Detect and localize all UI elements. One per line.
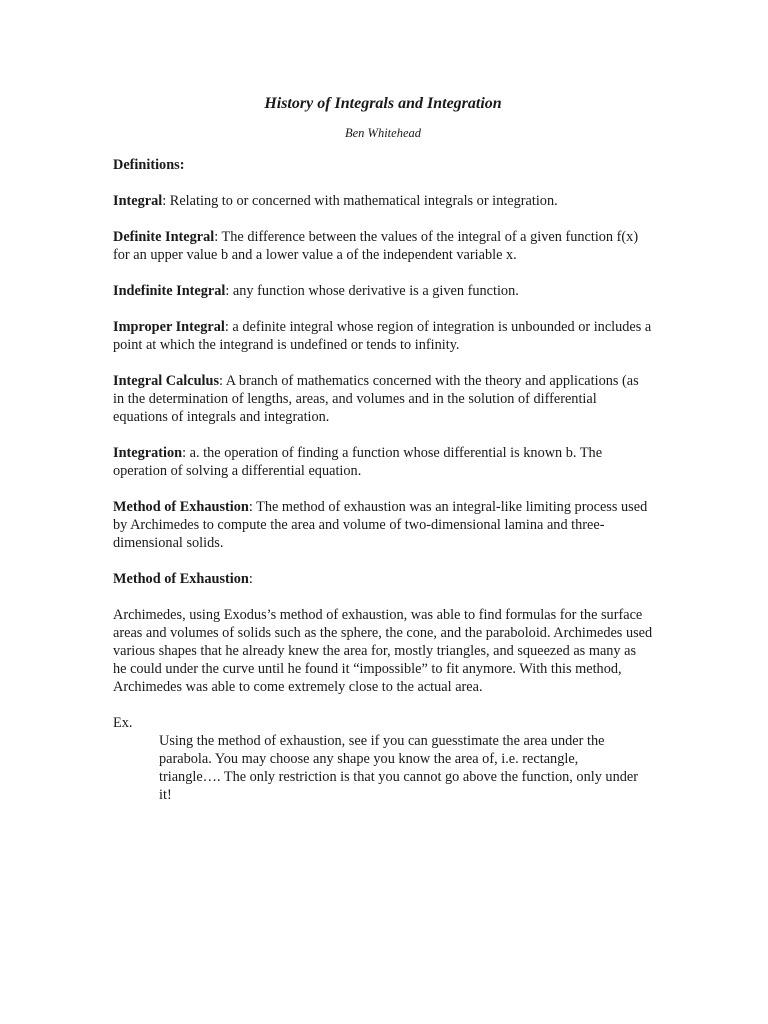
definition-text: : a. the operation of finding a function whose differential is known b. The operation of solving a differential equation. (113, 445, 603, 479)
definition-term: Method of Exhaustion (113, 499, 249, 515)
method-of-exhaustion-heading (113, 570, 653, 588)
author-name: Ben Whitehead (344, 126, 421, 140)
definition-term: Indefinite Integral (113, 283, 226, 299)
definition-integration (113, 444, 653, 480)
definition-term: Improper Integral (113, 319, 225, 335)
definition-text: : any function whose derivative is a given function. (225, 283, 519, 299)
definitions-heading: Definitions: (113, 157, 185, 173)
definition-definite-integral (113, 228, 653, 264)
definition-text: : The method of exhaustion was an integral-like limiting process used by Archimedes to compute the area and volume of two-dimensional lamina and three-dimensional solids. (113, 499, 648, 551)
definition-method-of-exhaustion (113, 498, 653, 552)
definition-integral (113, 192, 653, 210)
definition-text: : a definite integral whose region of integration is unbounded or includes a point at which the integrand is undefined or tends to infinity. (113, 319, 652, 353)
definition-improper-integral (113, 318, 653, 354)
example-text: Using the method of exhaustion, see if you can guesstimate the area under the parabola. You may choose any shape you know the area of, i.e. rectangle, triangle…. The only restriction is that you cannot go above the function, only under it! (159, 733, 638, 803)
definition-term: Integral Calculus (113, 373, 220, 389)
section-heading-term: Method of Exhaustion (113, 571, 249, 587)
archimedes-paragraph: Archimedes, using Exodus’s method of exhaustion, was able to find formulas for the surface areas and volumes of solids such as the sphere, the cone, and the paraboloid. Archimedes used various shapes that he already knew the area for, mostly triangles, and squeezed as many as he could under the curve until he found it “impossible” to fit anymore. With this method, Archimedes was able to come extremely close to the actual area. (113, 607, 653, 695)
definition-indefinite-integral (113, 282, 653, 300)
definition-integral-calculus (113, 372, 653, 426)
document-title: History of Integrals and Integration (264, 95, 502, 112)
definition-term: Integral (113, 193, 163, 209)
example-label: Ex. (113, 715, 133, 731)
definition-term: Integration (113, 445, 183, 461)
definition-text: : The difference between the values of the integral of a given function f(x) for an upper value b and a lower value a of the independent variable x. (113, 229, 639, 263)
definition-text: : A branch of mathematics concerned with the theory and applications (as in the determination of lengths, areas, and volumes and in the solution of differential equations of integrals and integration. (113, 373, 639, 425)
section-heading-colon: : (248, 571, 253, 587)
document-page (113, 94, 653, 804)
definition-term: Definite Integral (113, 229, 215, 245)
definition-text: : Relating to or concerned with mathematical integrals or integration. (162, 193, 558, 209)
